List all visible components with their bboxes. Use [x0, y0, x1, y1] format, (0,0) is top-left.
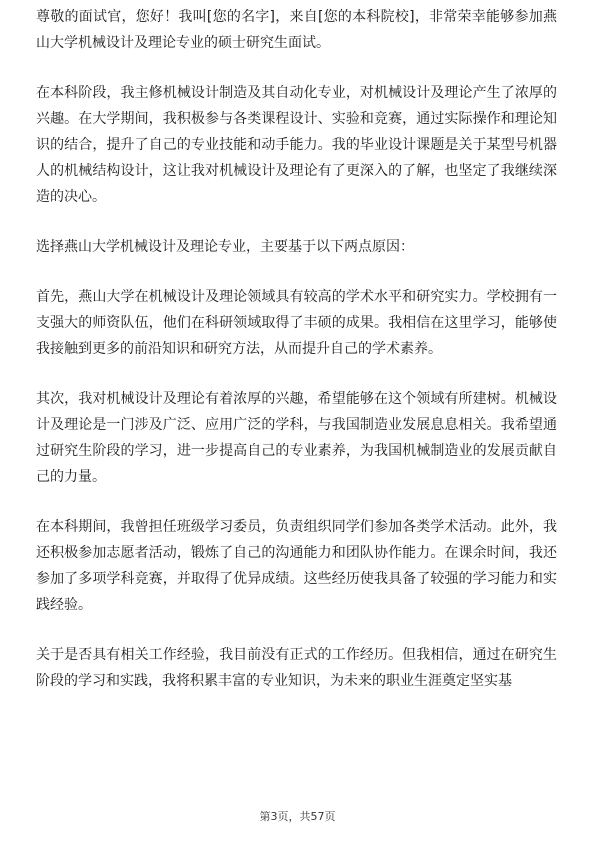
paragraph-work-experience: 关于是否具有相关工作经验，我目前没有正式的工作经历。但我相信，通过在研究生阶段的学习和实践，我将积累丰富的专业知识，为未来的职业生涯奠定坚实基	[36, 647, 557, 689]
paragraph-reasons-intro: 选择燕山大学机械设计及理论专业，主要基于以下两点原因：	[36, 239, 414, 255]
paragraph-reason-first: 首先，燕山大学在机械设计及理论领域具有较高的学术水平和研究实力。学校拥有一支强大的师资队伍，他们在科研领域取得了丰硕的成果。我相信在这里学习，能够使我接触到更多的前沿知识和研究方法，从而提升自己的学术素养。	[36, 289, 557, 357]
paragraph-undergraduate: 在本科阶段，我主修机械设计制造及其自动化专业，对机械设计及理论产生了浓厚的兴趣。在大学期间，我积极参与各类课程设计、实验和竞赛，通过实际操作和理论知识的结合，提升了自己的专业技能和动手能力。我的毕业设计课题是关于某型号机器人的机械结构设计，这让我对机械设计及理论有了更深入的了解，也坚定了我继续深造的决心。	[36, 85, 557, 205]
paragraph-greeting: 尊敬的面试官，您好！我叫[您的名字]，来自[您的本科院校]，非常荣幸能够参加燕山大学机械设计及理论专业的硕士研究生面试。	[36, 9, 557, 51]
document-body	[36, 4, 557, 694]
paragraph-reason-second: 其次，我对机械设计及理论有着浓厚的兴趣，希望能够在这个领域有所建树。机械设计及理论是一门涉及广泛、应用广泛的学科，与我国制造业发展息息相关。我希望通过研究生阶段的学习，进一步提高自己的专业素养，为我国机械制造业的发展贡献自己的力量。	[36, 391, 557, 485]
page-number: 第3页，共57页	[259, 810, 336, 823]
paragraph-experience: 在本科期间，我曾担任班级学习委员，负责组织同学们参加各类学术活动。此外，我还积极参加志愿者活动，锻炼了自己的沟通能力和团队协作能力。在课余时间，我还参加了多项学科竞赛，并取得了优异成绩。这些经历使我具备了较强的学习能力和实践经验。	[36, 519, 557, 613]
